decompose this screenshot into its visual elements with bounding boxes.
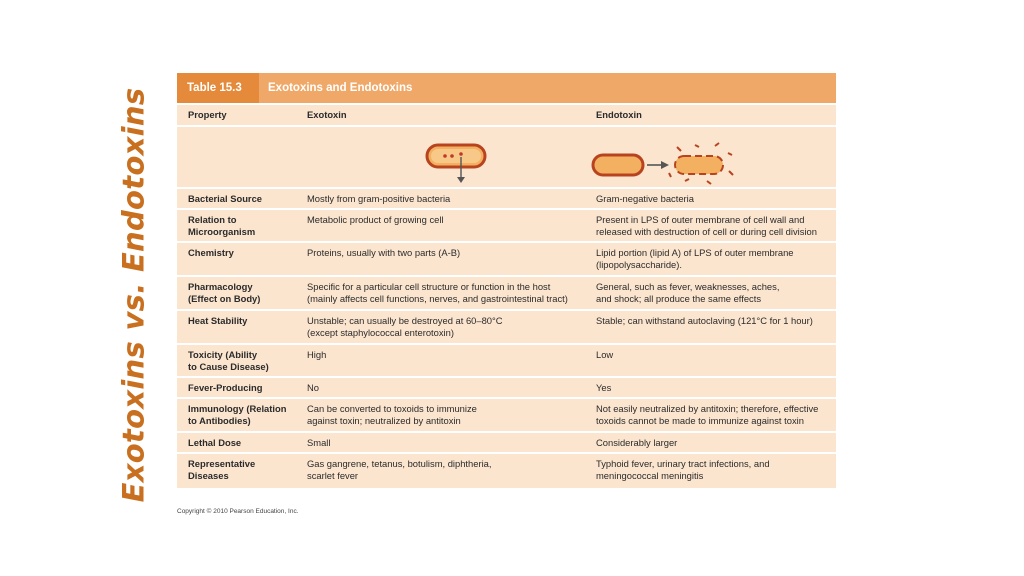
- slide-title: [108, 87, 158, 503]
- table-name: Exotoxins and Endotoxins: [268, 82, 413, 94]
- table-row: Pharmacology (Effect on Body) Specific for a particular cell structure or function in the host (mainly affects cell functions, nerves, and gastrointestinal tract) General, such as fever, weaknesses, aches, and shock; all produce the same effects: [177, 275, 836, 309]
- toxin-table: [177, 73, 836, 488]
- column-header-endotoxin: Endotoxin: [596, 109, 642, 120]
- table-row: Relation to Microorganism Metabolic product of growing cell Present in LPS of outer membrane of cell wall and released with destruction of cell or during cell division: [177, 208, 836, 241]
- column-header-row: [177, 103, 836, 125]
- table-row: Lethal Dose Small Considerably larger: [177, 431, 836, 452]
- exotoxin-illustration: [296, 127, 585, 187]
- column-header-exotoxin: Exotoxin: [307, 109, 347, 120]
- endotoxin-illustration: [585, 127, 836, 187]
- copyright-notice: Copyright © 2010 Pearson Education, Inc.: [177, 508, 299, 515]
- table-row: Immunology (Relation to Antibodies) Can be converted to toxoids to immunize against toxin; neutralized by antitoxin Not easily neutralized by antitoxin; therefore, effective toxoids cannot be made to immunize against toxin: [177, 397, 836, 431]
- illustration-row: [177, 125, 836, 187]
- table-row: Bacterial Source Mostly from gram-positive bacteria Gram-negative bacteria: [177, 187, 836, 208]
- table-row: Fever-Producing No Yes: [177, 376, 836, 397]
- table-header-bar: [177, 73, 836, 103]
- table-row: Chemistry Proteins, usually with two parts (A-B) Lipid portion (lipid A) of LPS of outer membrane (lipopolysaccharide).: [177, 241, 836, 275]
- table-number: Table 15.3: [177, 73, 259, 103]
- table-row: Representative Diseases Gas gangrene, tetanus, botulism, diphtheria, scarlet fever Typhoid fever, urinary tract infections, and meningococcal meningitis: [177, 452, 836, 488]
- slide-title-text: Exotoxins vs. Endotoxins: [116, 87, 151, 503]
- column-header-property: Property: [188, 109, 227, 120]
- table-row: Toxicity (Ability to Cause Disease) High Low: [177, 343, 836, 376]
- table-row: Heat Stability Unstable; can usually be destroyed at 60–80°C (except staphylococcal enterotoxin) Stable; can withstand autoclaving (121°C for 1 hour): [177, 309, 836, 343]
